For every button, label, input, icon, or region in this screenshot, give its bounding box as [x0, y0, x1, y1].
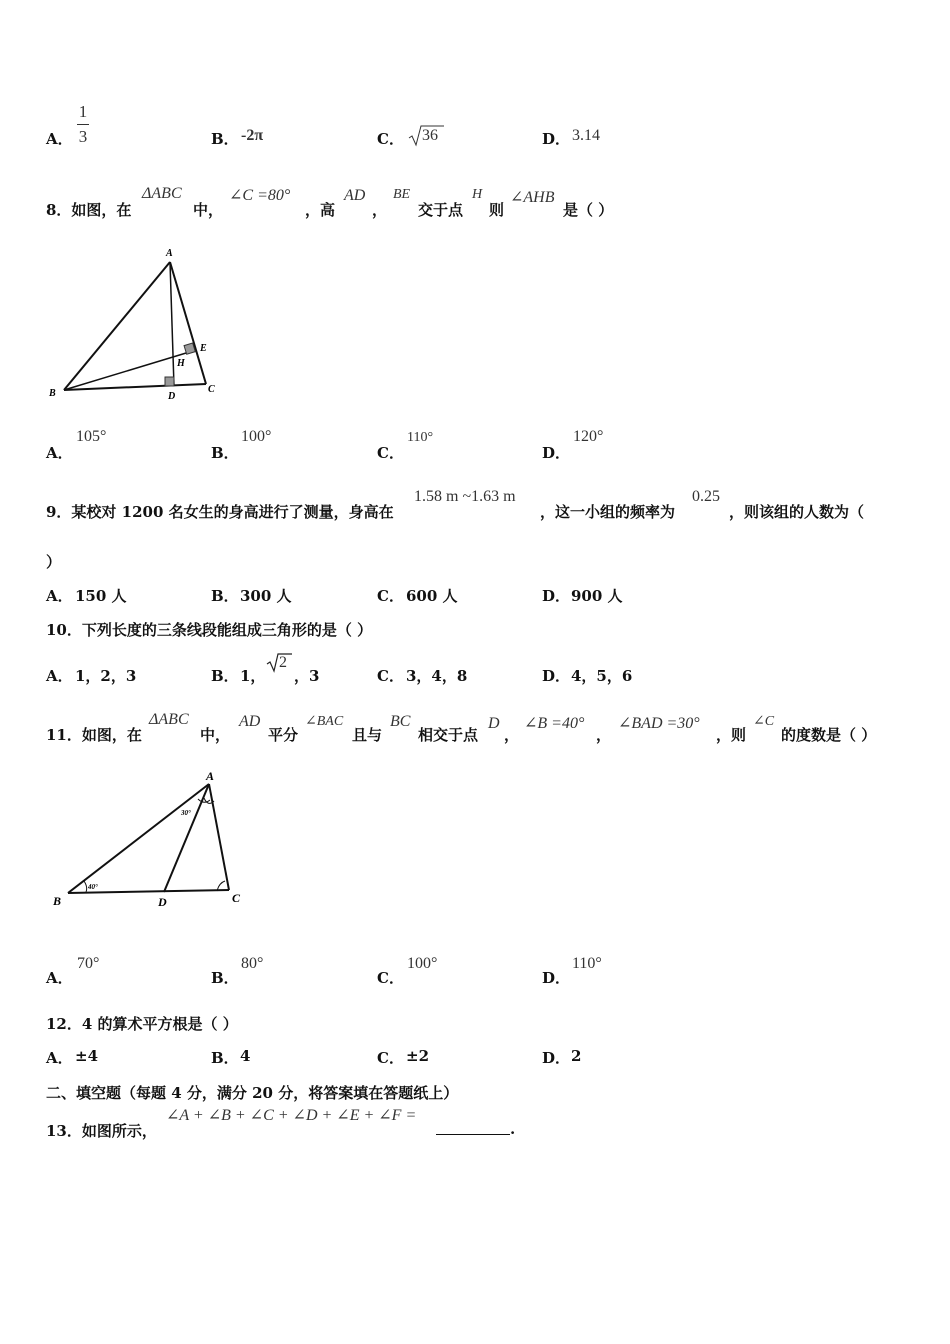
q8-figure-right-angle-d [165, 377, 174, 386]
q8-option-b-value: 100° [241, 428, 272, 445]
q8-ahb: ∠AHB [510, 189, 555, 206]
q8-label-c: C [208, 384, 215, 395]
q11-figure-angle-arc-b [84, 881, 87, 892]
q12-option-b-value: 4 [240, 1047, 251, 1065]
q9-option-d-value: 900 人 [571, 587, 623, 605]
q11-bac: ∠BAC [305, 714, 344, 729]
q10-text: 10．下列长度的三条线段能组成三角形的是（ ） [46, 621, 373, 639]
q9-text-3: ，则该组的人数为（ [729, 503, 865, 521]
q8-text-5: 则 [489, 201, 505, 219]
q8-figure-altitude-be [64, 350, 196, 390]
q11-option-d-letter: D． [542, 969, 571, 987]
q8-option-c-value: 110° [407, 430, 434, 445]
q8-option-c-letter: C． [377, 444, 404, 462]
q13-end: . [510, 1120, 516, 1138]
q8-text-4: 交于点 [418, 201, 464, 219]
q7-option-d-value: 3.14 [572, 127, 600, 144]
q7-option-a-fraction [74, 102, 92, 147]
q9-range: 1.58 m ~1.63 m [414, 488, 516, 505]
q8-label-h: H [177, 358, 185, 369]
q10-option-d-value: 4，5，6 [571, 667, 633, 685]
q11-option-b-value: 80° [241, 955, 264, 972]
q11-text-1: 中， [200, 726, 231, 744]
q11-figure [48, 765, 258, 910]
q10-option-c-value: 3，4，8 [406, 667, 468, 685]
q7-option-c-letter: C． [377, 130, 404, 148]
q9-option-d-letter: D． [542, 587, 571, 605]
fraction-denominator: 3 [78, 127, 88, 146]
q7-option-b-letter: B． [211, 130, 239, 148]
q8-figure [40, 240, 230, 405]
q8-triangle: ΔABC [142, 185, 182, 202]
q12-option-c-letter: C． [377, 1049, 404, 1067]
q11-bad: ∠BAD =30° [618, 715, 700, 732]
q8-h: H [472, 187, 483, 202]
q11-figure-angle-arc-a [198, 799, 210, 802]
q10-option-a-letter: A． [46, 667, 73, 685]
fraction-numerator: 1 [78, 102, 88, 121]
q11-option-a-letter: A． [46, 969, 73, 987]
q11-option-c-value: 100° [407, 955, 438, 972]
q8-option-a-letter: A． [46, 444, 73, 462]
q9-option-a-value: 150 人 [75, 587, 127, 605]
q12-option-a-value: ±4 [75, 1047, 99, 1065]
q11-option-a-value: 70° [77, 955, 100, 972]
q10-option-d-letter: D． [542, 667, 571, 685]
q9-option-a-letter: A． [46, 587, 73, 605]
q9-option-b-letter: B． [211, 587, 239, 605]
q10-option-b-letter: B． [211, 667, 239, 685]
q7-option-c-radicand: 36 [422, 127, 438, 144]
q8-option-d-value: 120° [573, 428, 604, 445]
q7-option-b-value: -2π [241, 127, 264, 144]
q10-option-b-radicand: 2 [279, 654, 287, 671]
q12-option-d-letter: D． [542, 1049, 571, 1067]
q7-option-d-letter: D． [542, 130, 571, 148]
q10-option-b-post: ，3 [294, 667, 320, 685]
q13-expression: ∠A + ∠B + ∠C + ∠D + ∠E + ∠F = [166, 1107, 417, 1124]
q11-option-d-value: 110° [572, 955, 602, 972]
q8-label-b: B [49, 388, 56, 399]
q8-label-a: A [166, 248, 173, 259]
q8-figure-right-angle-e [184, 343, 195, 354]
q11-label-c: C [232, 891, 241, 905]
q12-option-b-letter: B． [211, 1049, 239, 1067]
q12-option-d-value: 2 [571, 1047, 582, 1065]
q12-text: 12．4 的算术平方根是（ ） [46, 1015, 238, 1033]
q10-option-c-letter: C． [377, 667, 404, 685]
q11-c: ∠C [753, 714, 775, 729]
q11-triangle: ΔABC [149, 711, 189, 728]
q10-option-a-value: 1，2，3 [75, 667, 137, 685]
q8-text-3: ， [372, 201, 388, 219]
q8-figure-side-ab [64, 262, 170, 390]
q7-option-a-letter: A． [46, 130, 73, 148]
q11-number: 11．如图，在 [46, 726, 142, 744]
q11-option-b-letter: B． [211, 969, 239, 987]
q11-figure-side-ab [68, 784, 209, 893]
q9-text-1: 9．某校对 1200 名女生的身高进行了测量，身高在 [46, 503, 394, 521]
q11-text-3: 且与 [352, 726, 383, 744]
q8-figure-altitude-ad [170, 262, 174, 386]
q8-number: 8．如图，在 [46, 201, 132, 219]
q9-option-c-letter: C． [377, 587, 404, 605]
q9-frequency: 0.25 [692, 488, 720, 505]
q11-label-b: B [53, 894, 62, 908]
q11-label-d: D [158, 895, 167, 909]
q11-text-8: 的度数是（ ） [781, 726, 877, 744]
q11-text-5: ， [504, 726, 520, 744]
q12-option-c-value: ±2 [406, 1047, 430, 1065]
q11-text-4: 相交于点 [418, 726, 479, 744]
q8-label-d: D [168, 391, 176, 402]
q11-bc: BC [390, 713, 411, 730]
q8-figure-side-ac [170, 262, 206, 384]
q13-text: 13．如图所示， [46, 1122, 157, 1140]
q8-option-a-value: 105° [76, 428, 107, 445]
q13-answer-blank[interactable] [436, 1120, 510, 1135]
q8-option-d-letter: D． [542, 444, 571, 462]
q11-angle-b: ∠B =40° [524, 715, 585, 732]
q9-text-2: ，这一小组的频率为 [540, 503, 676, 521]
q11-text-7: ，则 [716, 726, 747, 744]
q11-figure-side-ac [209, 784, 229, 890]
q10-option-b-pre: 1， [240, 667, 266, 685]
q11-d: D [488, 715, 500, 732]
q11-label-a: A [206, 769, 215, 783]
q8-ad: AD [344, 187, 366, 204]
q9-option-c-value: 600 人 [406, 587, 458, 605]
q11-option-c-letter: C． [377, 969, 404, 987]
q9-option-b-value: 300 人 [240, 587, 292, 605]
q8-label-e: E [200, 343, 207, 354]
q9-text-4: ） [46, 553, 62, 571]
q11-text-6: ， [596, 726, 612, 744]
q11-ad: AD [239, 713, 261, 730]
fraction-bar [77, 124, 89, 125]
q11-text-2: 平分 [268, 726, 299, 744]
q8-text-2: ，高 [305, 201, 336, 219]
q8-text-6: 是（ ） [563, 201, 614, 219]
q11-label-angle-30: 30° [181, 809, 191, 817]
q8-be: BE [393, 187, 411, 202]
q8-option-b-letter: B． [211, 444, 239, 462]
q8-text-1: 中， [193, 201, 224, 219]
q10-option-b-sqrt [266, 652, 296, 676]
section-2-title: 二、填空题（每题 4 分，满分 20 分，将答案填在答题纸上） [46, 1084, 459, 1102]
q11-label-angle-40: 40° [88, 883, 98, 891]
q8-angle-c: ∠C =80° [229, 187, 291, 204]
q12-option-a-letter: A． [46, 1049, 73, 1067]
q8-figure-side-bc [64, 384, 206, 390]
